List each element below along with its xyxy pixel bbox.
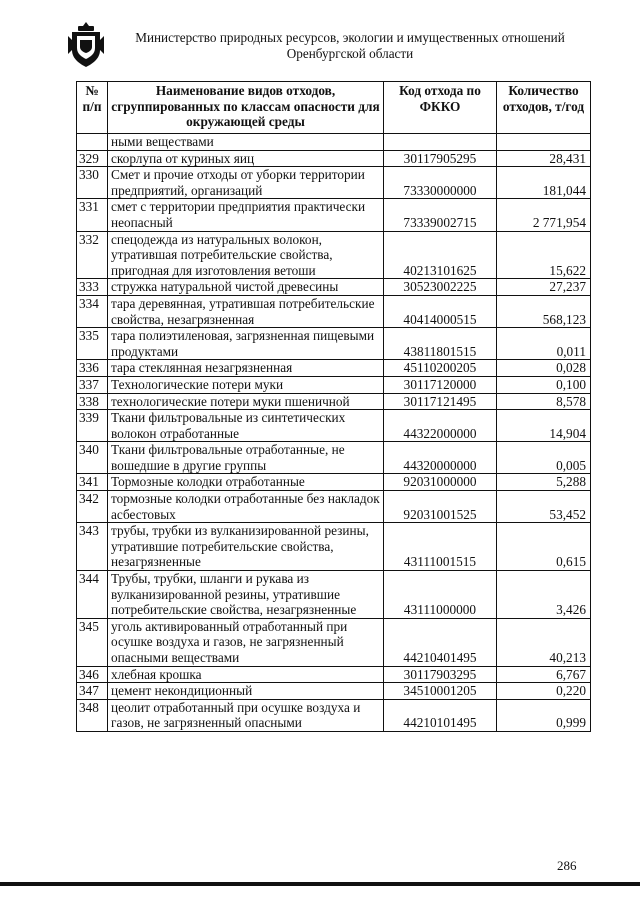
- coat-of-arms-emblem: [66, 20, 106, 68]
- row-number: 329: [77, 150, 108, 167]
- table-row: [77, 571, 591, 619]
- waste-name: Смет и прочие отходы от уборки территории предприятий, организаций: [108, 167, 384, 199]
- row-number: 345: [77, 618, 108, 666]
- waste-quantity: 40,213: [497, 618, 591, 666]
- table-row: [77, 618, 591, 666]
- row-number: 340: [77, 442, 108, 474]
- bottom-rule: [0, 882, 640, 886]
- table-row: [77, 376, 591, 393]
- fkko-code: 43111000000: [384, 571, 497, 619]
- waste-name: трубы, трубки из вулканизированной резины, утратившие потребительские свойства, незагрязненные: [108, 523, 384, 571]
- waste-quantity: 5,288: [497, 474, 591, 491]
- fkko-code: 73339002715: [384, 199, 497, 231]
- fkko-code: 43811801515: [384, 328, 497, 360]
- waste-name: хлебная крошка: [108, 666, 384, 683]
- waste-name: спецодежда из натуральных волокон, утратившая потребительские свойства, пригодная для изготовления ветоши: [108, 231, 384, 279]
- row-number: 330: [77, 167, 108, 199]
- waste-quantity: 28,431: [497, 150, 591, 167]
- fkko-code: 30117121495: [384, 393, 497, 410]
- row-number: 337: [77, 376, 108, 393]
- table-row: [77, 150, 591, 167]
- table-header-row: [77, 82, 591, 134]
- row-number: 332: [77, 231, 108, 279]
- fkko-code: 40213101625: [384, 231, 497, 279]
- table-row: [77, 410, 591, 442]
- waste-name: скорлупа от куриных яиц: [108, 150, 384, 167]
- table-row: [77, 442, 591, 474]
- table-row: [77, 699, 591, 731]
- continuation-num: [77, 134, 108, 151]
- fkko-code: 44210101495: [384, 699, 497, 731]
- waste-name: Трубы, трубки, шланги и рукава из вулканизированной резины, утратившие потребительские свойства, незагрязненные: [108, 571, 384, 619]
- waste-quantity: 0,615: [497, 523, 591, 571]
- table-row: [77, 231, 591, 279]
- table-row: [77, 523, 591, 571]
- row-number: 341: [77, 474, 108, 491]
- table-row: [77, 295, 591, 327]
- waste-quantity: 181,044: [497, 167, 591, 199]
- header-qty: Количество отходов, т/год: [497, 82, 591, 134]
- row-number: 343: [77, 523, 108, 571]
- row-number: 346: [77, 666, 108, 683]
- row-number: 342: [77, 491, 108, 523]
- waste-quantity: 0,999: [497, 699, 591, 731]
- waste-quantity: 568,123: [497, 295, 591, 327]
- waste-quantity: 0,220: [497, 683, 591, 700]
- table-row: [77, 199, 591, 231]
- fkko-code: 44320000000: [384, 442, 497, 474]
- waste-quantity: 53,452: [497, 491, 591, 523]
- row-number: 331: [77, 199, 108, 231]
- header-num: № п/п: [77, 82, 108, 134]
- fkko-code: 34510001205: [384, 683, 497, 700]
- waste-name: Технологические потери муки: [108, 376, 384, 393]
- waste-quantity: 0,005: [497, 442, 591, 474]
- waste-name: тара полиэтиленовая, загрязненная пищевыми продуктами: [108, 328, 384, 360]
- waste-name: уголь активированный отработанный при осушке воздуха и газов, не загрязненный опасными веществами: [108, 618, 384, 666]
- continuation-row: [77, 134, 591, 151]
- ministry-header: [120, 30, 580, 62]
- table-row: [77, 491, 591, 523]
- table-row: [77, 666, 591, 683]
- continuation-code: [384, 134, 497, 151]
- continuation-qty: [497, 134, 591, 151]
- table-row: [77, 393, 591, 410]
- waste-name: Ткани фильтровальные из синтетических волокон отработанные: [108, 410, 384, 442]
- fkko-code: 30117905295: [384, 150, 497, 167]
- table-row: [77, 474, 591, 491]
- header-code: Код отхода по ФККО: [384, 82, 497, 134]
- table-row: [77, 328, 591, 360]
- waste-name: Ткани фильтровальные отработанные, не вошедшие в другие группы: [108, 442, 384, 474]
- fkko-code: 45110200205: [384, 360, 497, 377]
- row-number: 338: [77, 393, 108, 410]
- fkko-code: 30117120000: [384, 376, 497, 393]
- row-number: 347: [77, 683, 108, 700]
- fkko-code: 43111001515: [384, 523, 497, 571]
- ministry-name: Министерство природных ресурсов, экологии и имущественных отношений: [135, 30, 565, 45]
- row-number: 344: [77, 571, 108, 619]
- header-name: Наименование видов отходов, сгруппированных по классам опасности для окружающей среды: [108, 82, 384, 134]
- waste-quantity: 14,904: [497, 410, 591, 442]
- waste-name: тара стеклянная незагрязненная: [108, 360, 384, 377]
- waste-name: тормозные колодки отработанные без накладок асбестовых: [108, 491, 384, 523]
- row-number: 334: [77, 295, 108, 327]
- waste-quantity: 15,622: [497, 231, 591, 279]
- fkko-code: 40414000515: [384, 295, 497, 327]
- waste-name: цемент некондиционный: [108, 683, 384, 700]
- table-row: [77, 167, 591, 199]
- waste-quantity: 27,237: [497, 279, 591, 296]
- row-number: 333: [77, 279, 108, 296]
- waste-name: технологические потери муки пшеничной: [108, 393, 384, 410]
- waste-quantity: 0,028: [497, 360, 591, 377]
- row-number: 336: [77, 360, 108, 377]
- table-row: [77, 683, 591, 700]
- continuation-text: ными веществами: [108, 134, 384, 151]
- fkko-code: 44210401495: [384, 618, 497, 666]
- waste-quantity: 3,426: [497, 571, 591, 619]
- table-row: [77, 360, 591, 377]
- row-number: 348: [77, 699, 108, 731]
- fkko-code: 73330000000: [384, 167, 497, 199]
- fkko-code: 44322000000: [384, 410, 497, 442]
- waste-name: цеолит отработанный при осушке воздуха и газов, не загрязненный опасными: [108, 699, 384, 731]
- table-row: [77, 279, 591, 296]
- page-number: 286: [557, 858, 577, 873]
- waste-name: тара деревянная, утратившая потребительские свойства, незагрязненная: [108, 295, 384, 327]
- waste-name: Тормозные колодки отработанные: [108, 474, 384, 491]
- row-number: 339: [77, 410, 108, 442]
- waste-quantity: 8,578: [497, 393, 591, 410]
- fkko-code: 30117903295: [384, 666, 497, 683]
- waste-name: стружка натуральной чистой древесины: [108, 279, 384, 296]
- waste-quantity: 2 771,954: [497, 199, 591, 231]
- row-number: 335: [77, 328, 108, 360]
- waste-quantity: 6,767: [497, 666, 591, 683]
- fkko-code: 92031000000: [384, 474, 497, 491]
- waste-name: смет с территории предприятия практически неопасный: [108, 199, 384, 231]
- waste-quantity: 0,011: [497, 328, 591, 360]
- fkko-code: 92031001525: [384, 491, 497, 523]
- waste-quantity: 0,100: [497, 376, 591, 393]
- waste-table: [76, 81, 591, 732]
- region-name: Оренбургской области: [286, 46, 414, 61]
- fkko-code: 30523002225: [384, 279, 497, 296]
